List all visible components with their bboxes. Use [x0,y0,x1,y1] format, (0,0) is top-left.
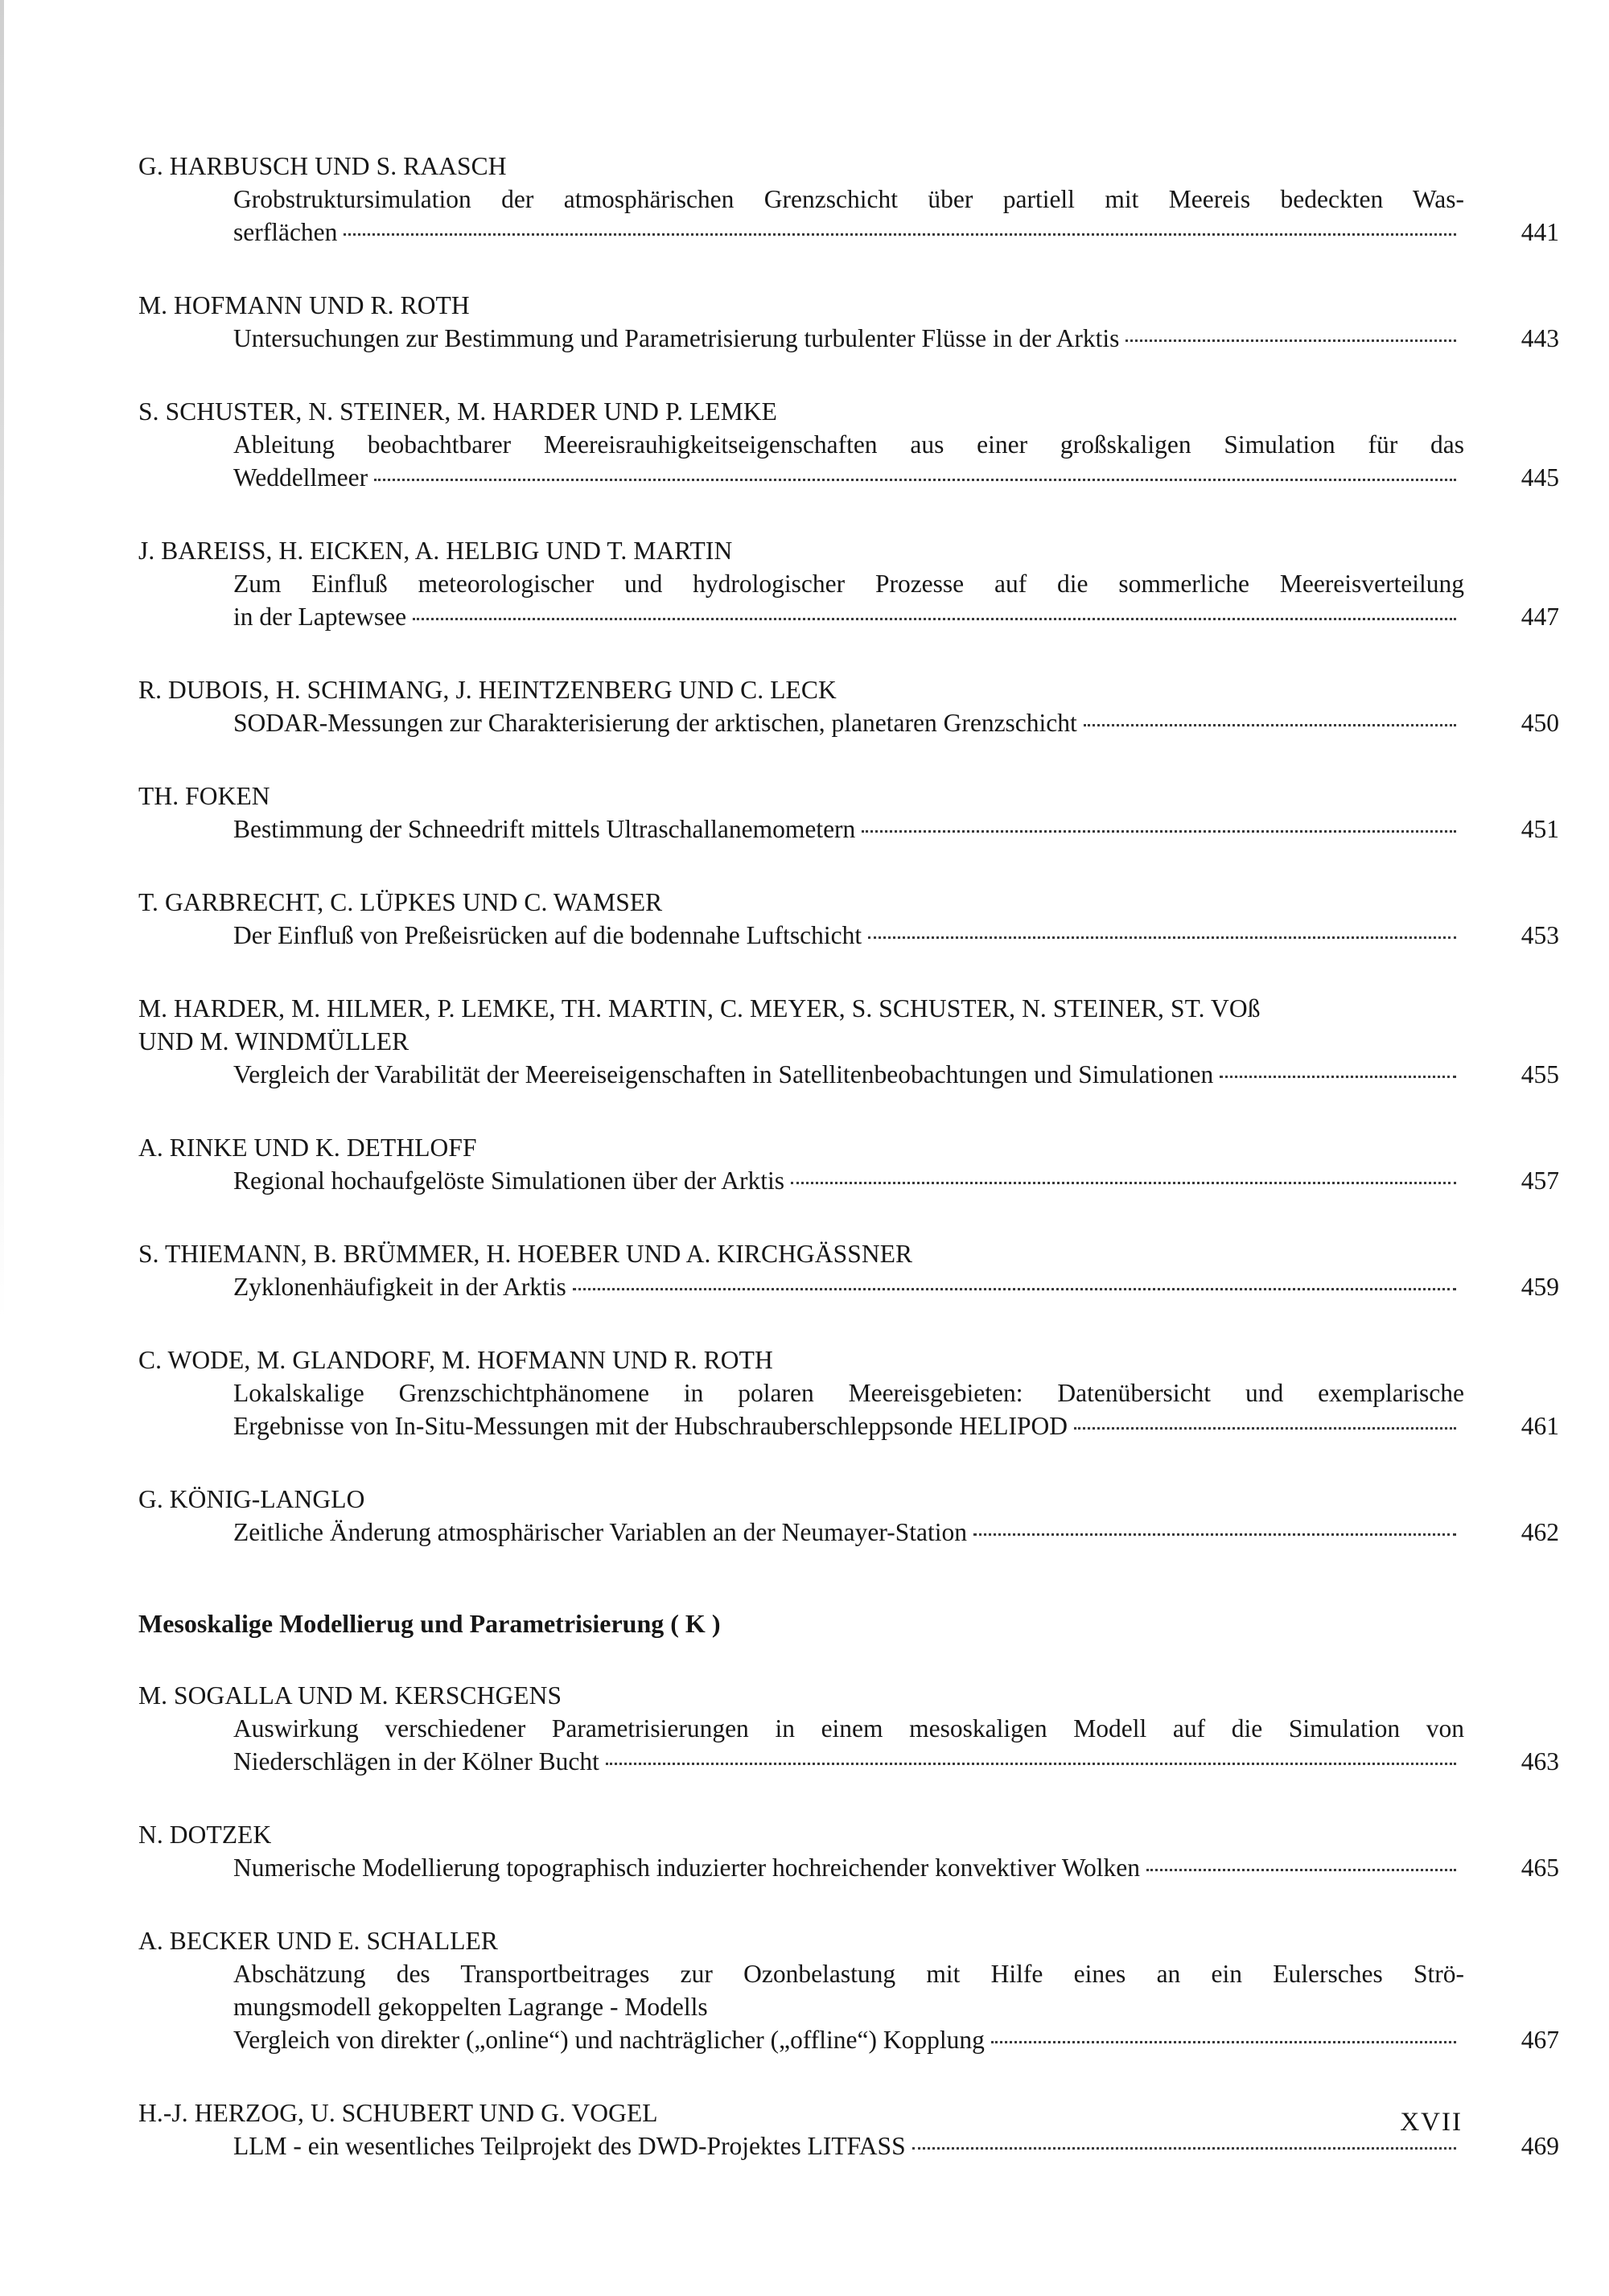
entry-title [233,1164,1559,1197]
page-folio: XVII [1400,2108,1463,2137]
entry-title-last-line: LLM - ein wesentliches Teilprojekt des DWD-Projektes LITFASS [233,2132,906,2160]
dot-leader [1084,723,1456,726]
toc-entry [138,673,1559,739]
entry-title-line: mungsmodell gekoppelten Lagrange - Modells [233,1993,708,2021]
entry-page-number[interactable]: 451 [1521,815,1559,843]
dot-leader [344,232,1456,236]
toc-entry [138,534,1559,633]
entry-authors: R. DUBOIS, H. SCHIMANG, J. HEINTZENBERG UND C. LECK [138,676,837,704]
entry-title [233,183,1559,249]
dot-leader [606,1762,1456,1765]
entry-title [233,567,1559,633]
entry-last-row [233,216,1559,249]
dot-leader [1125,339,1456,342]
entry-title-last-line: Zeitliche Änderung atmosphärischer Variablen an der Neumayer-Station [233,1518,967,1546]
entry-authors: J. BAREISS, H. EICKEN, A. HELBIG UND T. MARTIN [138,537,733,565]
dot-leader [862,829,1456,833]
entry-last-row [233,322,1559,355]
entry-title-last-line: Der Einfluß von Preßeisrücken auf die bodennahe Luftschicht [233,921,862,949]
dot-leader [991,2040,1456,2043]
entry-title [233,919,1559,952]
entry-page-number[interactable]: 459 [1521,1273,1559,1301]
entry-authors: M. SOGALLA UND M. KERSCHGENS [138,1681,562,1710]
entry-last-row [233,1745,1559,1778]
entry-authors: T. GARBRECHT, C. LÜPKES UND C. WAMSER [138,888,663,916]
toc-entry [138,1131,1559,1197]
toc-content [138,150,1559,2203]
entry-last-row [233,919,1559,952]
toc-entry [138,2096,1559,2162]
toc-entry [138,1343,1559,1442]
entry-title-last-line: Vergleich von direkter („online“) und nachträglicher („offline“) Kopplung [233,2026,985,2054]
entry-authors: N. DOTZEK [138,1821,272,1849]
dot-leader [374,478,1456,481]
entry-title [233,1851,1559,1884]
entry-last-row [233,1270,1559,1303]
entry-page-number[interactable]: 445 [1521,463,1559,492]
entry-last-row [233,1409,1559,1442]
entry-title [233,1957,1559,2056]
entry-page-number[interactable]: 457 [1521,1167,1559,1195]
entry-authors: G. HARBUSCH UND S. RAASCH [138,152,507,180]
entry-title-last-line: Vergleich der Varabilität der Meereiseigenschaften in Satellitenbeobachtungen und Simulationen [233,1060,1214,1088]
entry-title [233,2129,1559,2162]
toc-entry [138,1818,1559,1884]
entry-authors-continued: UND M. WINDMÜLLER [138,1027,409,1055]
entry-last-row [233,1851,1559,1884]
entry-authors: H.-J. HERZOG, U. SCHUBERT UND G. VOGEL [138,2099,658,2127]
entry-title-last-line: SODAR-Messungen zur Charakterisierung der arktischen, planetaren Grenzschicht [233,709,1077,737]
entry-last-row [233,813,1559,846]
entry-title [233,322,1559,355]
entry-page-number[interactable]: 461 [1521,1412,1559,1440]
entry-page-number[interactable]: 462 [1521,1518,1559,1546]
entry-title-line: Ableitung beobachtbarer Meereisrauhigkeitseigenschaften aus einer großskaligen Simulation für das [233,430,1464,459]
dot-leader [912,2146,1456,2150]
entry-authors: S. SCHUSTER, N. STEINER, M. HARDER UND P. LEMKE [138,397,778,426]
toc-entry [138,1924,1559,2056]
dot-leader [973,1533,1456,1536]
dot-leader [1146,1868,1456,1871]
toc-entry [138,1679,1559,1778]
entry-last-row [233,600,1559,633]
entry-title-line: Zum Einfluß meteorologischer und hydrologischer Prozesse auf die sommerliche Meereisverteilung [233,570,1464,598]
entry-last-row [233,1164,1559,1197]
entry-page-number[interactable]: 443 [1521,324,1559,352]
entry-page-number[interactable]: 467 [1521,2026,1559,2054]
entry-title-last-line: Bestimmung der Schneedrift mittels Ultraschallanemometern [233,815,856,843]
toc-entry [138,992,1559,1091]
toc-entry [138,289,1559,355]
dot-leader [1220,1075,1456,1078]
entry-page-number[interactable]: 447 [1521,603,1559,631]
entry-authors: A. BECKER UND E. SCHALLER [138,1927,499,1955]
entry-page-number[interactable]: 465 [1521,1854,1559,1882]
entry-title [233,706,1559,739]
entry-title [233,428,1559,494]
entry-authors: C. WODE, M. GLANDORF, M. HOFMANN UND R. ROTH [138,1346,773,1374]
toc-entry [138,150,1559,249]
entry-title-last-line: Untersuchungen zur Bestimmung und Parametrisierung turbulenter Flüsse in der Arktis [233,324,1120,352]
entry-authors: G. KÖNIG-LANGLO [138,1485,365,1513]
entry-last-row [233,461,1559,494]
entry-title-last-line: Regional hochaufgelöste Simulationen über der Arktis [233,1167,784,1195]
entry-authors: A. RINKE UND K. DETHLOFF [138,1134,477,1162]
entry-last-row [233,1058,1559,1091]
toc-entry [138,1483,1559,1549]
toc-part-1 [138,150,1559,1549]
entry-title-last-line: serflächen [233,218,338,246]
toc-entry [138,395,1559,494]
entry-authors: M. HOFMANN UND R. ROTH [138,291,470,319]
entry-last-row [233,706,1559,739]
entry-last-row [233,2129,1559,2162]
dot-leader [791,1181,1456,1184]
entry-page-number[interactable]: 453 [1521,921,1559,949]
entry-title [233,1058,1559,1091]
entry-title-last-line: in der Laptewsee [233,603,407,631]
dot-leader [413,617,1456,620]
entry-title-line: Lokalskalige Grenzschichtphänomene in polaren Meereisgebieten: Datenübersicht und exemplarische [233,1379,1464,1407]
entry-authors: M. HARDER, M. HILMER, P. LEMKE, TH. MARTIN, C. MEYER, S. SCHUSTER, N. STEINER, ST. VOß [138,994,1261,1023]
dot-leader [868,936,1456,939]
entry-page-number[interactable]: 455 [1521,1060,1559,1088]
entry-title-last-line: Numerische Modellierung topographisch induzierter hochreichender konvektiver Wolken [233,1854,1141,1882]
entry-page-number[interactable]: 450 [1521,709,1559,737]
entry-title [233,1516,1559,1549]
toc-entry [138,886,1559,952]
entry-title [233,1270,1559,1303]
entry-authors: S. THIEMANN, B. BRÜMMER, H. HOEBER UND A. KIRCHGÄSSNER [138,1240,913,1268]
entry-last-row [233,1516,1559,1549]
entry-title-line: Auswirkung verschiedener Parametrisierungen in einem mesoskaligen Modell auf die Simulation von [233,1714,1464,1743]
entry-title-last-line: Niederschlägen in der Kölner Bucht [233,1747,599,1775]
section-heading: Mesoskalige Modellierug und Parametrisierung ( K ) [138,1609,721,1638]
toc-entry [138,780,1559,846]
entry-page-number[interactable]: 463 [1521,1747,1559,1775]
entry-title-last-line: Zyklonenhäufigkeit in der Arktis [233,1273,566,1301]
dot-leader [573,1287,1456,1290]
toc-entry [138,1237,1559,1303]
entry-title-last-line: Weddellmeer [233,463,368,492]
entry-title-last-line: Ergebnisse von In-Situ-Messungen mit der Hubschrauberschleppsonde HELIPOD [233,1412,1068,1440]
entry-title [233,1712,1559,1778]
scan-edge [0,0,4,1319]
entry-page-number[interactable]: 469 [1521,2132,1559,2160]
entry-title-line: Abschätzung des Transportbeitrages zur Ozonbelastung mit Hilfe eines an ein Eulersches Strö- [233,1960,1464,1988]
entry-page-number[interactable]: 441 [1521,218,1559,246]
entry-title [233,1376,1559,1442]
toc-part-2 [138,1679,1559,2162]
entry-title [233,813,1559,846]
entry-title-line: Grobstruktursimulation der atmosphärischen Grenzschicht über partiell mit Meereis bedeckten Was- [233,185,1464,213]
entry-last-row [233,2023,1559,2056]
entry-authors: TH. FOKEN [138,782,270,810]
dot-leader [1074,1426,1456,1430]
